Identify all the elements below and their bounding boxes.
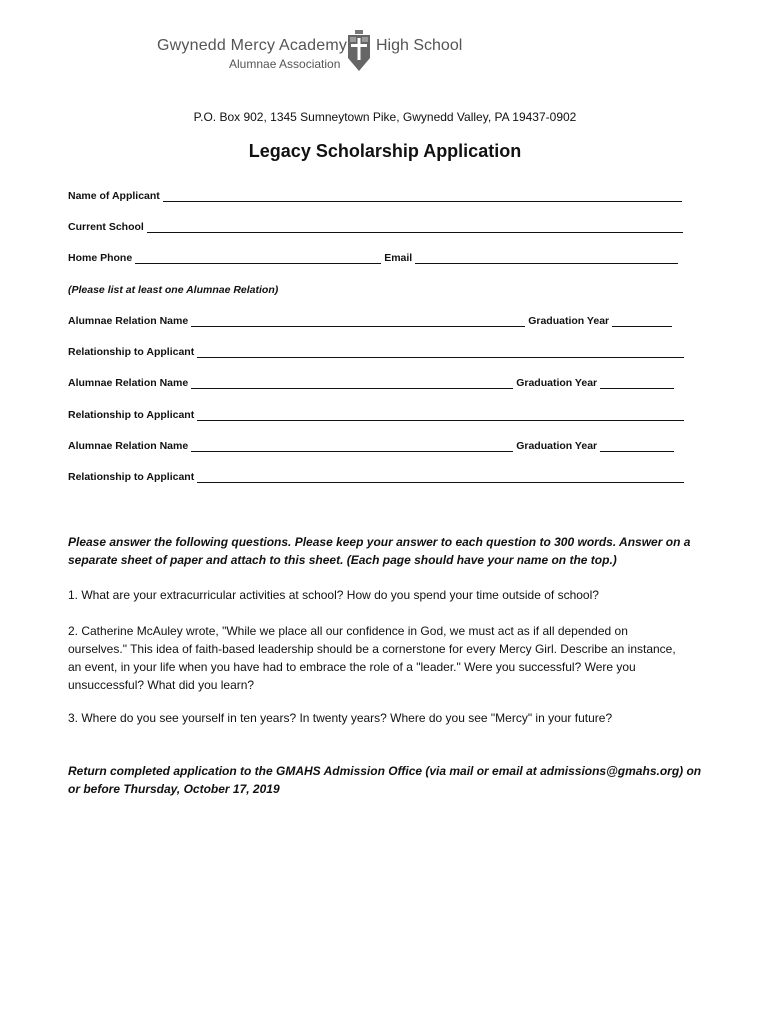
graduation-year-label: Graduation Year — [516, 440, 598, 452]
graduation-year-label: Graduation Year — [516, 377, 598, 389]
org-subtitle: Alumnae Association — [229, 57, 341, 71]
current-school-row — [68, 221, 686, 233]
relationship-to-applicant-label: Relationship to Applicant — [68, 346, 195, 358]
letterhead — [0, 30, 770, 80]
question-1: 1. What are your extracurricular activities at school? How do you spend your time outside of school? — [68, 588, 599, 602]
relationship-row-2 — [68, 409, 687, 421]
org-name-left: Gwynedd Mercy Academy — [157, 37, 348, 54]
name-of-applicant-field[interactable] — [163, 191, 682, 202]
graduation-year-field[interactable] — [600, 378, 674, 389]
home-phone-label: Home Phone — [68, 252, 133, 264]
question-3: 3. Where do you see yourself in ten years? In twenty years? Where do you see "Mercy" in your future? — [68, 711, 613, 725]
current-school-field[interactable] — [147, 222, 683, 233]
name-of-applicant-label: Name of Applicant — [68, 190, 160, 202]
graduation-year-field[interactable] — [600, 441, 674, 452]
relationship-row-3 — [68, 471, 687, 483]
alumnae-relation-name-field[interactable] — [191, 441, 513, 452]
home-phone-field[interactable] — [135, 253, 381, 264]
email-label: Email — [384, 252, 413, 264]
alumnae-relation-name-label: Alumnae Relation Name — [68, 377, 189, 389]
return-instructions: Return completed application to the GMAHS Admission Office (via mail or email at admissions@gmahs.org) on or before Thursday, October 17, 2019 — [68, 764, 702, 796]
answer-instructions: Please answer the following questions. Please keep your answer to each question to 300 words. Answer on a separate sheet of paper and attach to this sheet. (Each page should have your name on the top.) — [68, 535, 691, 567]
org-name-right: High School — [376, 37, 463, 54]
alumnae-relation-row-1 — [68, 315, 675, 327]
name-of-applicant-row — [68, 190, 685, 202]
alumnae-relation-name-field[interactable] — [191, 378, 513, 389]
alumnae-relation-name-label: Alumnae Relation Name — [68, 440, 189, 452]
relationship-row-1 — [68, 346, 687, 358]
relationship-to-applicant-label: Relationship to Applicant — [68, 409, 195, 421]
alumnae-relation-name-label: Alumnae Relation Name — [68, 315, 189, 327]
relationship-to-applicant-label: Relationship to Applicant — [68, 471, 195, 483]
relationship-to-applicant-field[interactable] — [197, 347, 684, 358]
alumnae-relation-name-field[interactable] — [191, 316, 525, 327]
alumnae-relation-row-2 — [68, 377, 677, 389]
email-field[interactable] — [415, 253, 678, 264]
question-2: 2. Catherine McAuley wrote, "While we place all our confidence in God, we must act as if all depended on ourselves." This idea of faith-based leadership should be a cornerstone for every Mercy Girl. Describe an instance, an event, in your life when you have had to embrace the role of a "leader." Were you successful? Were you unsuccessful? What did you learn? — [68, 624, 676, 692]
crest-icon — [346, 30, 372, 72]
relation-note: (Please list at least one Alumnae Relation) — [68, 284, 279, 296]
current-school-label: Current School — [68, 221, 144, 233]
relationship-to-applicant-field[interactable] — [197, 410, 684, 421]
page-title: Legacy Scholarship Application — [248, 141, 522, 161]
graduation-year-label: Graduation Year — [528, 315, 610, 327]
mailing-address: P.O. Box 902, 1345 Sumneytown Pike, Gwynedd Valley, PA 19437-0902 — [193, 110, 577, 124]
graduation-year-field[interactable] — [612, 316, 672, 327]
alumnae-relation-row-3 — [68, 440, 677, 452]
relationship-to-applicant-field[interactable] — [197, 472, 684, 483]
phone-email-row — [68, 252, 681, 264]
